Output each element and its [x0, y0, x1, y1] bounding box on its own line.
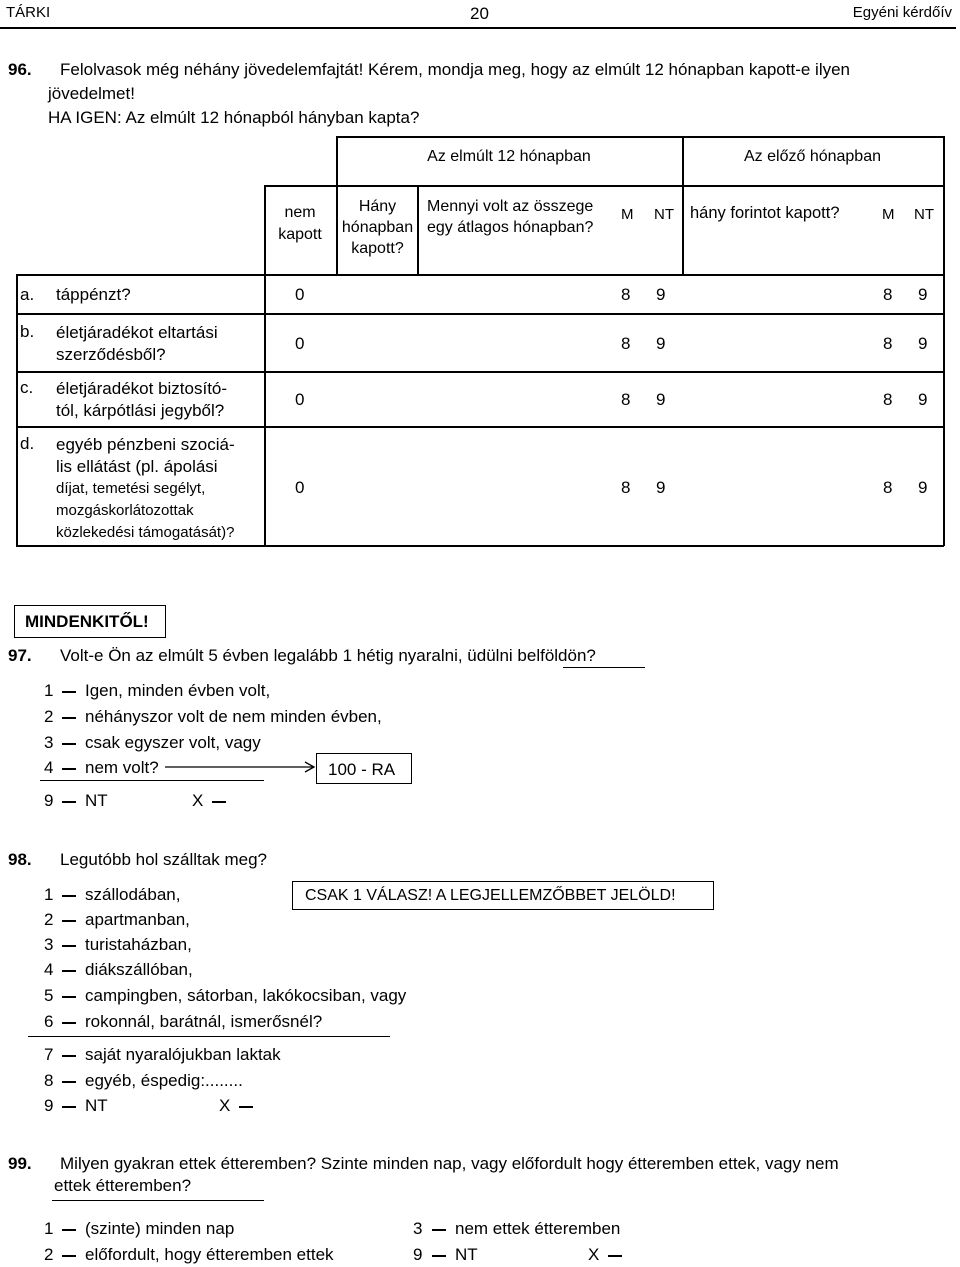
- code-0[interactable]: 0: [295, 285, 305, 304]
- instruction-box: CSAK 1 VÁLASZ! A LEGJELLEMZŐBBET JELÖLD!: [292, 881, 714, 910]
- code-9[interactable]: 9: [656, 390, 666, 409]
- question-number: 96.: [8, 60, 32, 79]
- question-number: 98.: [8, 850, 32, 869]
- code-8[interactable]: 8: [621, 478, 631, 497]
- code-9[interactable]: 9: [656, 478, 666, 497]
- if-yes-text: : Az elmúlt 12 hónapból hányban kapta?: [116, 108, 420, 127]
- header-rule: [0, 27, 956, 29]
- code-8[interactable]: 8: [621, 334, 631, 353]
- code-8[interactable]: 8: [883, 478, 893, 497]
- if-yes-label: HA IGEN: [48, 108, 117, 127]
- mindenkitol-label: MINDENKITŐL!: [25, 612, 149, 631]
- mindenkitol-box: [14, 605, 166, 638]
- question-text: Milyen gyakran ettek étteremben? Szinte minden nap, vagy előfordult hogy étteremben ettek, vagy nem: [60, 1154, 839, 1173]
- underline: [563, 667, 645, 668]
- question-text-cont: ettek étteremben?: [54, 1176, 192, 1195]
- question-number: 99.: [8, 1154, 32, 1173]
- group-header-previous-month: Az előző hónapban: [744, 148, 881, 165]
- code-8[interactable]: 8: [883, 285, 893, 304]
- question-number: 97.: [8, 646, 32, 665]
- header-right: Egyéni kérdőív: [852, 4, 952, 21]
- code-8[interactable]: 8: [621, 390, 631, 409]
- x-mark: X: [192, 791, 204, 810]
- col-header-nt1: NT: [654, 206, 674, 223]
- col-header-m1: M: [621, 206, 634, 223]
- x-mark: X: [588, 1245, 600, 1264]
- code-9[interactable]: 9: [918, 334, 928, 353]
- col-header-nt2: NT: [914, 206, 934, 223]
- if-yes-instruction: [48, 108, 419, 128]
- code-9[interactable]: 9: [656, 334, 666, 353]
- code-8[interactable]: 8: [883, 390, 893, 409]
- arrow-icon: [165, 760, 317, 774]
- underline: [52, 1200, 264, 1201]
- code-8[interactable]: 8: [883, 334, 893, 353]
- question-text-cont: jövedelmet!: [48, 84, 135, 103]
- page-number: 20: [470, 4, 489, 23]
- col-header-hany-honapban: Hány hónapban kapott?: [341, 198, 414, 257]
- group-header-12-months: Az elmúlt 12 hónapban: [427, 148, 591, 165]
- col-header-m2: M: [882, 206, 895, 223]
- code-9[interactable]: 9: [656, 285, 666, 304]
- code-8[interactable]: 8: [621, 285, 631, 304]
- separator-line: [40, 780, 264, 781]
- question-text: Legutóbb hol szálltak meg?: [60, 850, 267, 869]
- code-0[interactable]: 0: [295, 334, 305, 353]
- code-9[interactable]: 9: [918, 390, 928, 409]
- question-text: Felolvasok még néhány jövedelemfajtát! Kérem, mondja meg, hogy az elmúlt 12 hónapban kapott-e ilyen: [60, 60, 851, 79]
- question-text: Volt-e Ön az elmúlt 5 évben legalább 1 hétig nyaralni, üdülni belföldön?: [60, 646, 596, 665]
- separator-line: [28, 1036, 390, 1037]
- col-header-mennyi: Mennyi volt az összege egy átlagos hónapban?: [427, 198, 594, 236]
- col-header-nem-kapott: nem kapott: [278, 204, 322, 243]
- x-mark: X: [219, 1096, 231, 1115]
- code-9[interactable]: 9: [918, 478, 928, 497]
- header-left: TÁRKI: [6, 4, 51, 21]
- code-0[interactable]: 0: [295, 390, 305, 409]
- skip-box: 100 - RA: [316, 753, 412, 784]
- col-header-hany-forint: hány forintot kapott?: [690, 204, 840, 222]
- code-0[interactable]: 0: [295, 478, 305, 497]
- code-9[interactable]: 9: [918, 285, 928, 304]
